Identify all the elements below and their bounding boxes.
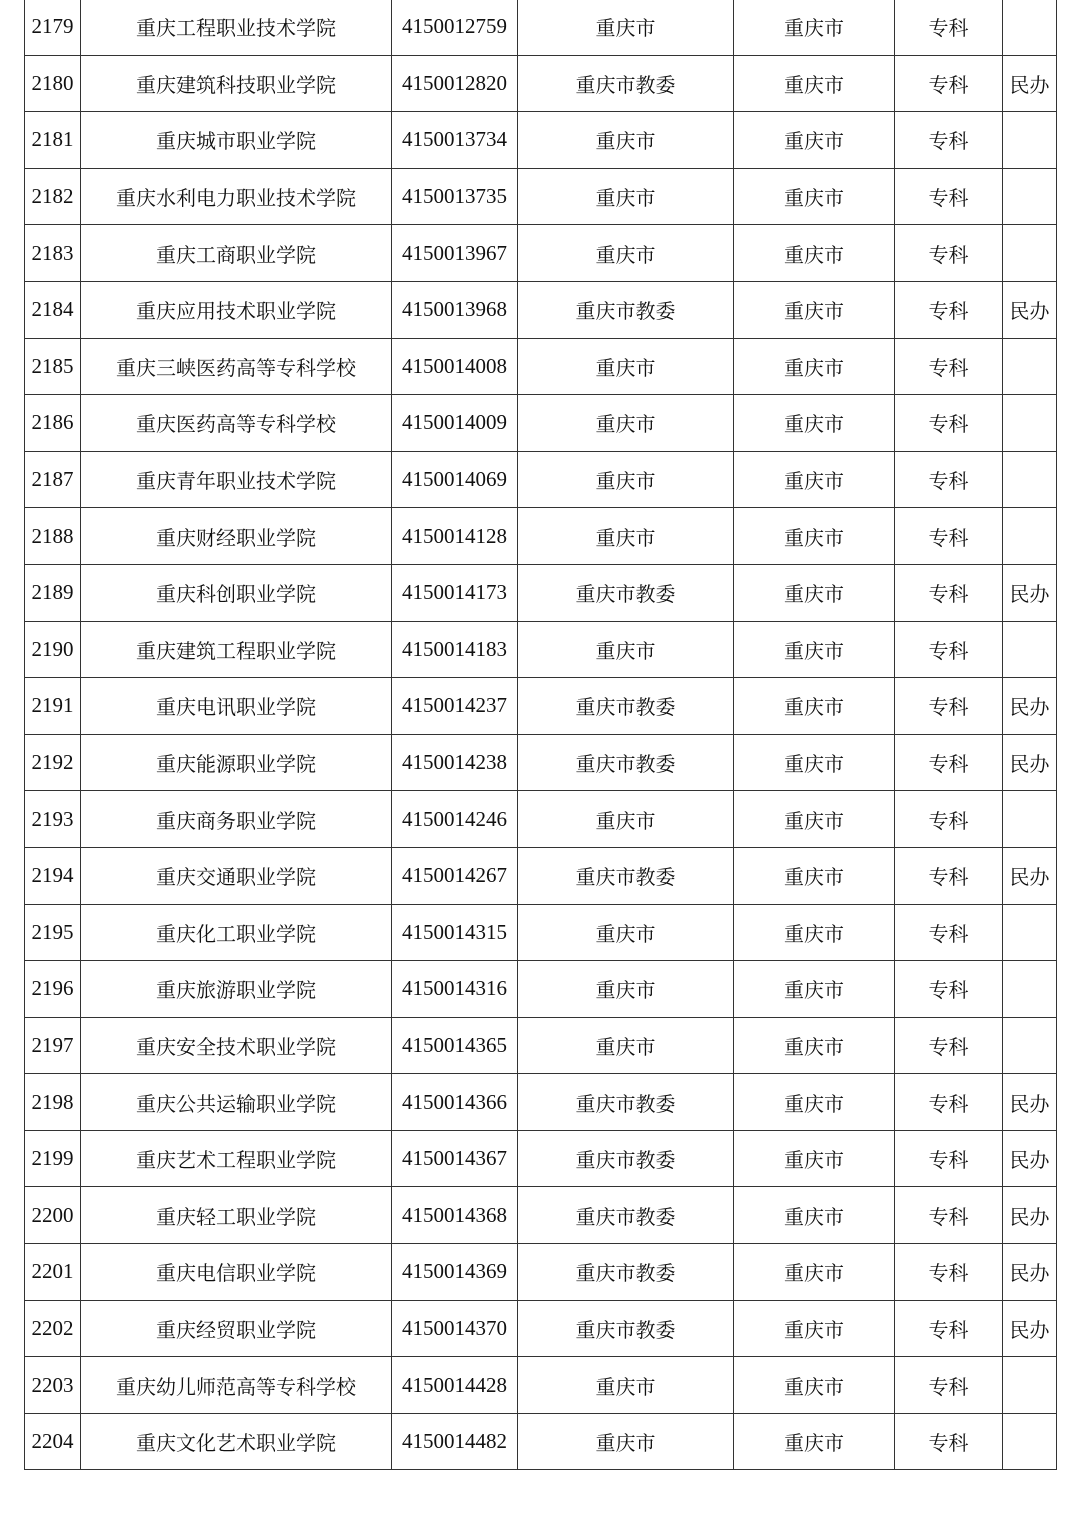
authority-cell: 重庆市: [518, 225, 734, 282]
school-code-cell: 4150014173: [392, 564, 518, 621]
level-cell: 专科: [895, 281, 1003, 338]
level-cell: 专科: [895, 338, 1003, 395]
row-number-cell: 2195: [25, 904, 81, 961]
row-number-cell: 2184: [25, 281, 81, 338]
level-cell: 专科: [895, 55, 1003, 112]
location-cell: 重庆市: [734, 395, 895, 452]
table-row: [25, 1130, 1057, 1187]
school-list-table: [24, 0, 1057, 1470]
location-cell: 重庆市: [734, 791, 895, 848]
table-row: [25, 338, 1057, 395]
row-number-cell: 2182: [25, 168, 81, 225]
authority-cell: 重庆市: [518, 338, 734, 395]
authority-cell: 重庆市教委: [518, 1187, 734, 1244]
table-row: [25, 847, 1057, 904]
location-cell: 重庆市: [734, 621, 895, 678]
location-cell: 重庆市: [734, 338, 895, 395]
authority-cell: 重庆市: [518, 112, 734, 169]
row-number-cell: 2180: [25, 55, 81, 112]
row-number-cell: 2181: [25, 112, 81, 169]
row-number-cell: 2202: [25, 1300, 81, 1357]
school-name-cell: 重庆电信职业学院: [81, 1244, 392, 1301]
school-name-cell: 重庆建筑工程职业学院: [81, 621, 392, 678]
table-row: [25, 1244, 1057, 1301]
school-code-cell: 4150014482: [392, 1413, 518, 1470]
school-name-cell: 重庆轻工职业学院: [81, 1187, 392, 1244]
level-cell: 专科: [895, 1413, 1003, 1470]
row-number-cell: 2193: [25, 791, 81, 848]
note-cell: [1003, 904, 1057, 961]
authority-cell: 重庆市: [518, 904, 734, 961]
location-cell: 重庆市: [734, 1244, 895, 1301]
level-cell: 专科: [895, 791, 1003, 848]
row-number-cell: 2200: [25, 1187, 81, 1244]
school-code-cell: 4150013734: [392, 112, 518, 169]
level-cell: 专科: [895, 1244, 1003, 1301]
school-code-cell: 4150014238: [392, 734, 518, 791]
school-code-cell: 4150014128: [392, 508, 518, 565]
table-row: [25, 281, 1057, 338]
table-row: [25, 678, 1057, 735]
note-cell: [1003, 791, 1057, 848]
level-cell: 专科: [895, 112, 1003, 169]
table-row: [25, 395, 1057, 452]
row-number-cell: 2190: [25, 621, 81, 678]
school-code-cell: 4150013968: [392, 281, 518, 338]
authority-cell: 重庆市教委: [518, 55, 734, 112]
row-number-cell: 2185: [25, 338, 81, 395]
note-cell: [1003, 225, 1057, 282]
table-body: [25, 0, 1057, 1470]
table-row: [25, 1074, 1057, 1131]
school-name-cell: 重庆旅游职业学院: [81, 961, 392, 1018]
table-row: [25, 734, 1057, 791]
school-name-cell: 重庆工程职业技术学院: [81, 0, 392, 55]
school-name-cell: 重庆文化艺术职业学院: [81, 1413, 392, 1470]
location-cell: 重庆市: [734, 168, 895, 225]
school-name-cell: 重庆化工职业学院: [81, 904, 392, 961]
school-code-cell: 4150014366: [392, 1074, 518, 1131]
school-code-cell: 4150014367: [392, 1130, 518, 1187]
note-cell: [1003, 621, 1057, 678]
level-cell: 专科: [895, 168, 1003, 225]
row-number-cell: 2186: [25, 395, 81, 452]
school-code-cell: 4150014370: [392, 1300, 518, 1357]
authority-cell: 重庆市: [518, 621, 734, 678]
authority-cell: 重庆市教委: [518, 281, 734, 338]
school-name-cell: 重庆水利电力职业技术学院: [81, 168, 392, 225]
authority-cell: 重庆市教委: [518, 847, 734, 904]
row-number-cell: 2183: [25, 225, 81, 282]
table-row: [25, 168, 1057, 225]
authority-cell: 重庆市: [518, 1413, 734, 1470]
location-cell: 重庆市: [734, 678, 895, 735]
school-code-cell: 4150014069: [392, 451, 518, 508]
table-row: [25, 1187, 1057, 1244]
level-cell: 专科: [895, 678, 1003, 735]
note-cell: 民办: [1003, 678, 1057, 735]
authority-cell: 重庆市: [518, 791, 734, 848]
level-cell: 专科: [895, 1300, 1003, 1357]
table-row: [25, 961, 1057, 1018]
school-code-cell: 4150014428: [392, 1357, 518, 1414]
level-cell: 专科: [895, 225, 1003, 282]
row-number-cell: 2192: [25, 734, 81, 791]
table-row: [25, 1413, 1057, 1470]
school-name-cell: 重庆艺术工程职业学院: [81, 1130, 392, 1187]
school-name-cell: 重庆幼儿师范高等专科学校: [81, 1357, 392, 1414]
table-row: [25, 564, 1057, 621]
level-cell: 专科: [895, 621, 1003, 678]
note-cell: 民办: [1003, 1130, 1057, 1187]
school-name-cell: 重庆公共运输职业学院: [81, 1074, 392, 1131]
level-cell: 专科: [895, 1357, 1003, 1414]
location-cell: 重庆市: [734, 1357, 895, 1414]
table-row: [25, 225, 1057, 282]
row-number-cell: 2187: [25, 451, 81, 508]
table-row: [25, 55, 1057, 112]
school-code-cell: 4150013735: [392, 168, 518, 225]
school-code-cell: 4150014315: [392, 904, 518, 961]
note-cell: 民办: [1003, 847, 1057, 904]
school-code-cell: 4150013967: [392, 225, 518, 282]
row-number-cell: 2198: [25, 1074, 81, 1131]
note-cell: 民办: [1003, 55, 1057, 112]
row-number-cell: 2203: [25, 1357, 81, 1414]
location-cell: 重庆市: [734, 508, 895, 565]
school-code-cell: 4150014267: [392, 847, 518, 904]
row-number-cell: 2196: [25, 961, 81, 1018]
school-code-cell: 4150014183: [392, 621, 518, 678]
table-row: [25, 904, 1057, 961]
row-number-cell: 2197: [25, 1017, 81, 1074]
note-cell: [1003, 395, 1057, 452]
school-name-cell: 重庆财经职业学院: [81, 508, 392, 565]
note-cell: 民办: [1003, 1187, 1057, 1244]
row-number-cell: 2199: [25, 1130, 81, 1187]
location-cell: 重庆市: [734, 904, 895, 961]
row-number-cell: 2191: [25, 678, 81, 735]
authority-cell: 重庆市教委: [518, 1130, 734, 1187]
school-name-cell: 重庆电讯职业学院: [81, 678, 392, 735]
authority-cell: 重庆市: [518, 961, 734, 1018]
authority-cell: 重庆市: [518, 168, 734, 225]
school-code-cell: 4150014008: [392, 338, 518, 395]
location-cell: 重庆市: [734, 564, 895, 621]
table-row: [25, 1017, 1057, 1074]
school-name-cell: 重庆能源职业学院: [81, 734, 392, 791]
table-row: [25, 508, 1057, 565]
table-row: [25, 451, 1057, 508]
level-cell: 专科: [895, 564, 1003, 621]
location-cell: 重庆市: [734, 1017, 895, 1074]
authority-cell: 重庆市教委: [518, 1244, 734, 1301]
location-cell: 重庆市: [734, 734, 895, 791]
note-cell: [1003, 451, 1057, 508]
location-cell: 重庆市: [734, 0, 895, 55]
school-code-cell: 4150012820: [392, 55, 518, 112]
authority-cell: 重庆市: [518, 451, 734, 508]
school-code-cell: 4150014369: [392, 1244, 518, 1301]
school-name-cell: 重庆城市职业学院: [81, 112, 392, 169]
note-cell: [1003, 112, 1057, 169]
authority-cell: 重庆市教委: [518, 1074, 734, 1131]
note-cell: 民办: [1003, 281, 1057, 338]
location-cell: 重庆市: [734, 847, 895, 904]
location-cell: 重庆市: [734, 1300, 895, 1357]
authority-cell: 重庆市: [518, 0, 734, 55]
table-row: [25, 791, 1057, 848]
table-row: [25, 1300, 1057, 1357]
school-name-cell: 重庆安全技术职业学院: [81, 1017, 392, 1074]
note-cell: 民办: [1003, 734, 1057, 791]
row-number-cell: 2201: [25, 1244, 81, 1301]
row-number-cell: 2194: [25, 847, 81, 904]
school-code-cell: 4150014368: [392, 1187, 518, 1244]
note-cell: 民办: [1003, 1300, 1057, 1357]
level-cell: 专科: [895, 847, 1003, 904]
authority-cell: 重庆市: [518, 508, 734, 565]
authority-cell: 重庆市教委: [518, 734, 734, 791]
level-cell: 专科: [895, 0, 1003, 55]
note-cell: [1003, 1017, 1057, 1074]
location-cell: 重庆市: [734, 961, 895, 1018]
school-code-cell: 4150014237: [392, 678, 518, 735]
authority-cell: 重庆市教委: [518, 678, 734, 735]
authority-cell: 重庆市: [518, 1017, 734, 1074]
school-name-cell: 重庆青年职业技术学院: [81, 451, 392, 508]
authority-cell: 重庆市: [518, 395, 734, 452]
level-cell: 专科: [895, 508, 1003, 565]
school-code-cell: 4150014316: [392, 961, 518, 1018]
school-name-cell: 重庆经贸职业学院: [81, 1300, 392, 1357]
location-cell: 重庆市: [734, 1074, 895, 1131]
location-cell: 重庆市: [734, 451, 895, 508]
level-cell: 专科: [895, 1074, 1003, 1131]
authority-cell: 重庆市教委: [518, 564, 734, 621]
location-cell: 重庆市: [734, 281, 895, 338]
school-code-cell: 4150012759: [392, 0, 518, 55]
location-cell: 重庆市: [734, 1413, 895, 1470]
table-row: [25, 621, 1057, 678]
level-cell: 专科: [895, 1187, 1003, 1244]
note-cell: 民办: [1003, 564, 1057, 621]
level-cell: 专科: [895, 451, 1003, 508]
note-cell: [1003, 168, 1057, 225]
school-code-cell: 4150014365: [392, 1017, 518, 1074]
school-name-cell: 重庆应用技术职业学院: [81, 281, 392, 338]
table-row: [25, 1357, 1057, 1414]
location-cell: 重庆市: [734, 1130, 895, 1187]
level-cell: 专科: [895, 961, 1003, 1018]
row-number-cell: 2179: [25, 0, 81, 55]
school-name-cell: 重庆科创职业学院: [81, 564, 392, 621]
row-number-cell: 2204: [25, 1413, 81, 1470]
row-number-cell: 2189: [25, 564, 81, 621]
school-name-cell: 重庆商务职业学院: [81, 791, 392, 848]
location-cell: 重庆市: [734, 55, 895, 112]
level-cell: 专科: [895, 1130, 1003, 1187]
school-name-cell: 重庆医药高等专科学校: [81, 395, 392, 452]
location-cell: 重庆市: [734, 1187, 895, 1244]
note-cell: [1003, 338, 1057, 395]
table-row: [25, 112, 1057, 169]
note-cell: 民办: [1003, 1074, 1057, 1131]
authority-cell: 重庆市: [518, 1357, 734, 1414]
school-code-cell: 4150014246: [392, 791, 518, 848]
level-cell: 专科: [895, 395, 1003, 452]
row-number-cell: 2188: [25, 508, 81, 565]
school-name-cell: 重庆三峡医药高等专科学校: [81, 338, 392, 395]
school-code-cell: 4150014009: [392, 395, 518, 452]
authority-cell: 重庆市教委: [518, 1300, 734, 1357]
note-cell: [1003, 508, 1057, 565]
level-cell: 专科: [895, 734, 1003, 791]
location-cell: 重庆市: [734, 112, 895, 169]
note-cell: 民办: [1003, 1244, 1057, 1301]
note-cell: [1003, 0, 1057, 55]
note-cell: [1003, 1413, 1057, 1470]
school-name-cell: 重庆建筑科技职业学院: [81, 55, 392, 112]
school-name-cell: 重庆工商职业学院: [81, 225, 392, 282]
school-name-cell: 重庆交通职业学院: [81, 847, 392, 904]
note-cell: [1003, 1357, 1057, 1414]
level-cell: 专科: [895, 1017, 1003, 1074]
location-cell: 重庆市: [734, 225, 895, 282]
level-cell: 专科: [895, 904, 1003, 961]
table-row: [25, 0, 1057, 55]
note-cell: [1003, 961, 1057, 1018]
